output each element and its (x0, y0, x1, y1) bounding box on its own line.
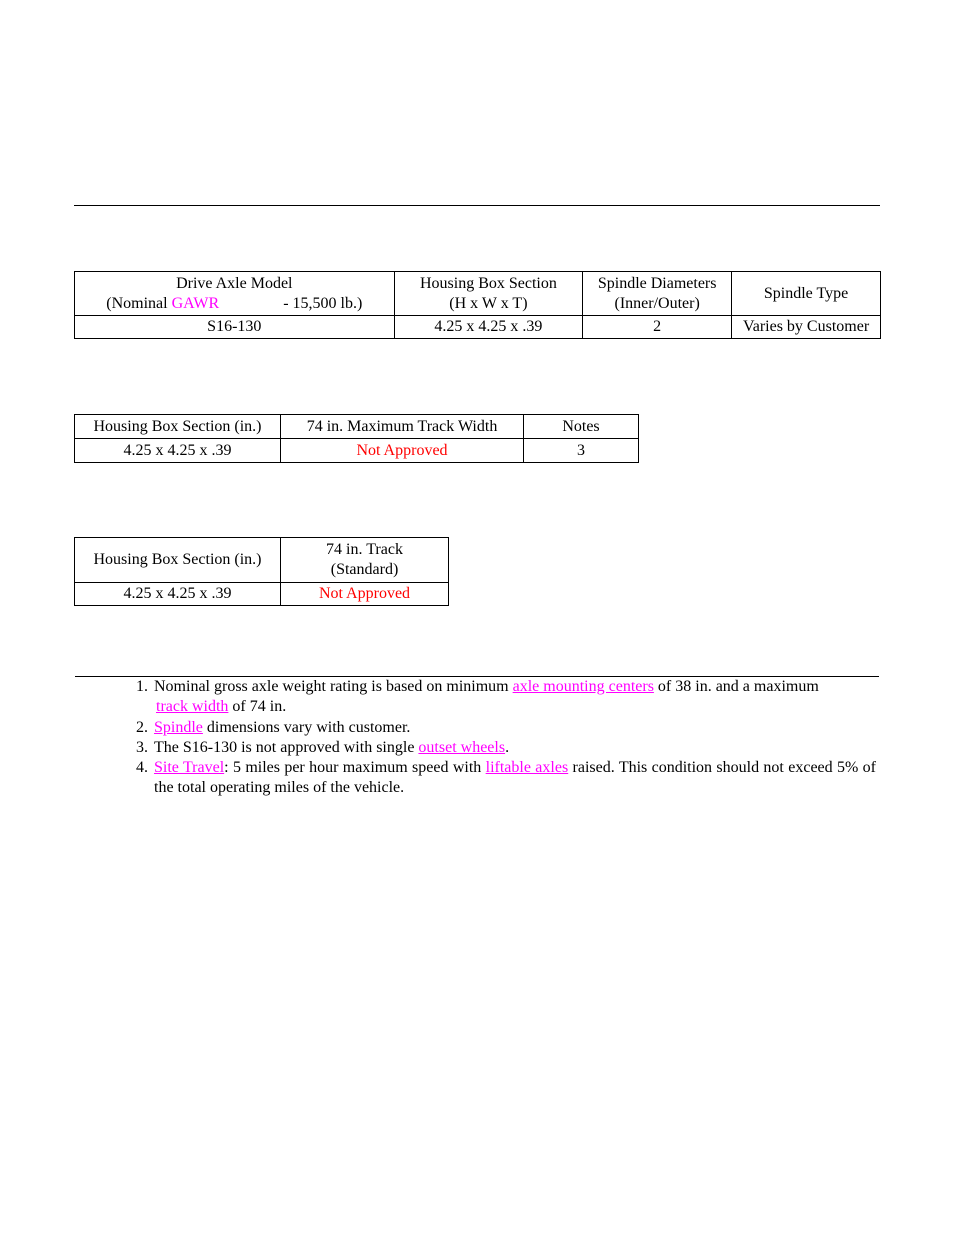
table-header-row (75, 415, 639, 439)
header-notes: Notes (524, 415, 639, 439)
note-item: 2. Spindle dimensions vary with customer. (136, 719, 411, 736)
cell-spindle-type: Varies by Customer (732, 316, 881, 339)
gawr-link[interactable]: GAWR (171, 294, 220, 312)
header-drive-axle-model: Drive Axle Model (Nominal GAWR - 15,500 lb.) (75, 272, 395, 316)
table-header-row (75, 538, 449, 583)
header-housing-box-section: Housing Box Section (H x W x T) (394, 272, 583, 316)
top-divider (74, 205, 880, 206)
axle-mounting-centers-link[interactable]: axle mounting centers (512, 678, 654, 695)
header-housing-box-section: Housing Box Section (in.) (75, 538, 281, 583)
header-standard-track: 74 in. Track (Standard) (281, 538, 449, 583)
cell-housing: 4.25 x 4.25 x .39 (75, 439, 281, 463)
header-spindle-diameters: Spindle Diameters (Inner/Outer) (583, 272, 732, 316)
outset-wheels-link[interactable]: outset wheels (418, 739, 506, 756)
drive-axle-spec-table (74, 271, 881, 339)
cell-notes: 3 (524, 439, 639, 463)
standard-track-table (74, 537, 449, 606)
cell-track-status: Not Approved (281, 439, 524, 463)
cell-housing: 4.25 x 4.25 x .39 (394, 316, 583, 339)
cell-housing: 4.25 x 4.25 x .39 (75, 583, 281, 606)
note-item: 3. The S16-130 is not approved with single outset wheels. (136, 739, 510, 756)
liftable-axles-link[interactable]: liftable axles (485, 759, 569, 776)
table-row (75, 316, 881, 339)
header-spindle-type: Spindle Type (732, 272, 881, 316)
track-width-table (74, 414, 639, 463)
header-housing-box-section: Housing Box Section (in.) (75, 415, 281, 439)
note-item: 4. Site Travel: 5 miles per hour maximum speed with liftable axles raised. This condition should not exceed 5% of the total operating miles of the vehicle. (136, 759, 877, 796)
spindle-link[interactable]: Spindle (154, 719, 203, 736)
header-max-track-width: 74 in. Maximum Track Width (281, 415, 524, 439)
table-header-row (75, 272, 881, 316)
cell-track-status: Not Approved (281, 583, 449, 606)
track-width-link[interactable]: track width (156, 698, 229, 715)
table-row (75, 439, 639, 463)
cell-spindle: 2 (583, 316, 732, 339)
notes-list (136, 677, 876, 798)
site-travel-link[interactable]: Site Travel (154, 759, 225, 776)
table-row (75, 583, 449, 606)
note-item: 1. Nominal gross axle weight rating is based on minimum axle mounting centers of 38 in. and a maximum track width of 74 in. (136, 678, 819, 715)
cell-model: S16-130 (75, 316, 395, 339)
